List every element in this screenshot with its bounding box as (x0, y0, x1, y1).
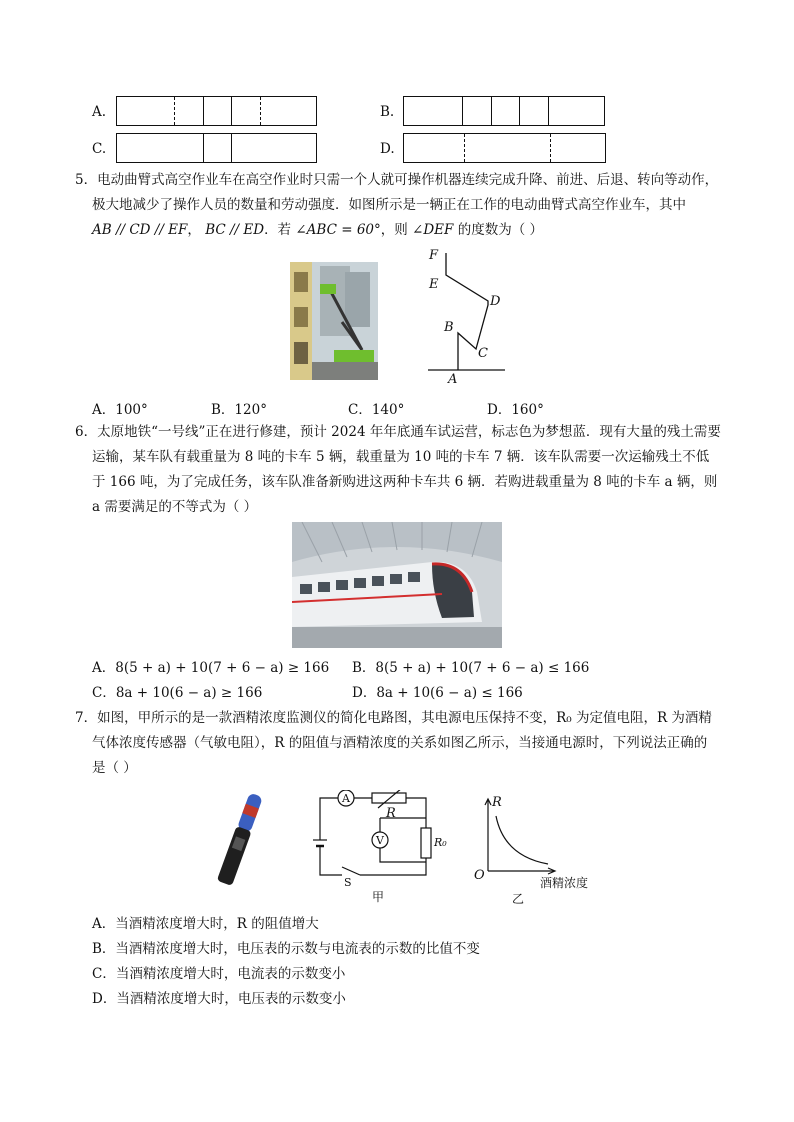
graph-origin-label: O (474, 868, 485, 883)
q7-option-a: A．当酒精浓度增大时，R 的阻值增大 (92, 916, 319, 932)
breathalyzer-photo (205, 790, 275, 890)
q7-option-d: D．当酒精浓度增大时，电压表的示数变小 (92, 991, 346, 1007)
q7-option-b: B．当酒精浓度增大时，电压表的示数与电流表的示数的比值不变 (92, 941, 480, 957)
resistance-concentration-graph (478, 796, 558, 876)
q4-option-b-box (403, 96, 605, 126)
q5-option-b: B．120° (211, 402, 267, 418)
q5-option-c: C．140° (348, 402, 405, 418)
q7-line-3: 是（ ） (92, 760, 137, 776)
q6-option-d: D．8a + 10(6 − a) ≤ 166 (352, 685, 523, 701)
q4-option-a-label: A. (92, 104, 107, 120)
q6-option-b: B．8(5 + a) + 10(7 + 6 − a) ≤ 166 (352, 660, 590, 676)
q7-line-2: 气体浓度传感器（气敏电阻），R 的阻值与酒精浓度的关系如图乙所示，当接通电源时，下列说法正确的 (92, 735, 708, 751)
q4-option-b-label: B. (380, 104, 395, 120)
subway-train-photo (292, 522, 502, 648)
q7-option-c: C．当酒精浓度增大时，电流表的示数变小 (92, 966, 346, 982)
graph-caption: 乙 (512, 892, 525, 906)
graph-y-label: R (492, 795, 502, 810)
q4-option-d-box (403, 133, 606, 163)
q5-option-d: D．160° (487, 402, 544, 418)
q5-line-3: AB // CD // EF， BC // ED．若 ∠ABC = 60°，则 ∠DEF 的度数为（ ） (92, 222, 543, 238)
q5-geometry-figure (420, 245, 520, 390)
q6-line-3: 于 166 吨，为了完成任务，该车队准备新购进这两种卡车共 6 辆．若购进载重量为 8 吨的卡车 a 辆，则 (92, 474, 718, 490)
q6-option-c: C．8a + 10(6 − a) ≥ 166 (92, 685, 263, 701)
aerial-work-vehicle-photo (290, 262, 378, 380)
fixed-resistor-label: R₀ (434, 836, 447, 849)
q6-option-a: A．8(5 + a) + 10(7 + 6 − a) ≥ 166 (92, 660, 330, 676)
q4-option-a-box (116, 96, 317, 126)
q4-option-c-box (116, 133, 317, 163)
point-e-label: E (429, 277, 439, 292)
q5-line-2: 极大地减少了操作人员的数量和劳动强度．如图所示是一辆正在工作的电动曲臂式高空作业车，其中 (92, 197, 686, 213)
q4-option-d-label: D. (380, 141, 395, 157)
switch-label: S (344, 876, 352, 889)
resistor-label: R (386, 806, 396, 821)
q6-line-2: 运输，某车队有载重量为 8 吨的卡车 5 辆，载重量为 10 吨的卡车 7 辆．该车队需要一次运输残土不低 (92, 449, 710, 465)
graph-x-label: 酒精浓度 (540, 876, 589, 890)
circuit-caption: 甲 (372, 890, 385, 904)
q7-line-1: 7．如图，甲所示的是一款酒精浓度监测仪的简化电路图，其电源电压保持不变，R₀ 为定值电阻，R 为酒精 (75, 710, 712, 726)
q5-line-1: 5．电动曲臂式高空作业车在高空作业时只需一个人就可操作机器连续完成升降、前进、后退、转向等动作， (75, 172, 719, 188)
ammeter-label: A (342, 792, 350, 805)
q5-option-a: A．100° (92, 402, 148, 418)
point-f-label: F (429, 248, 439, 263)
point-a-label: A (448, 372, 458, 387)
point-b-label: B (444, 320, 454, 335)
q6-line-4: a 需要满足的不等式为（ ） (92, 499, 258, 515)
voltmeter-label: V (376, 834, 384, 847)
point-d-label: D (490, 294, 501, 309)
q6-line-1: 6．太原地铁“一号线”正在进行修建，预计 2024 年年底通车试运营，标志色为梦想蓝．现有大量的残土需要 (75, 424, 721, 440)
q4-option-c-label: C. (92, 141, 107, 157)
point-c-label: C (478, 346, 488, 361)
